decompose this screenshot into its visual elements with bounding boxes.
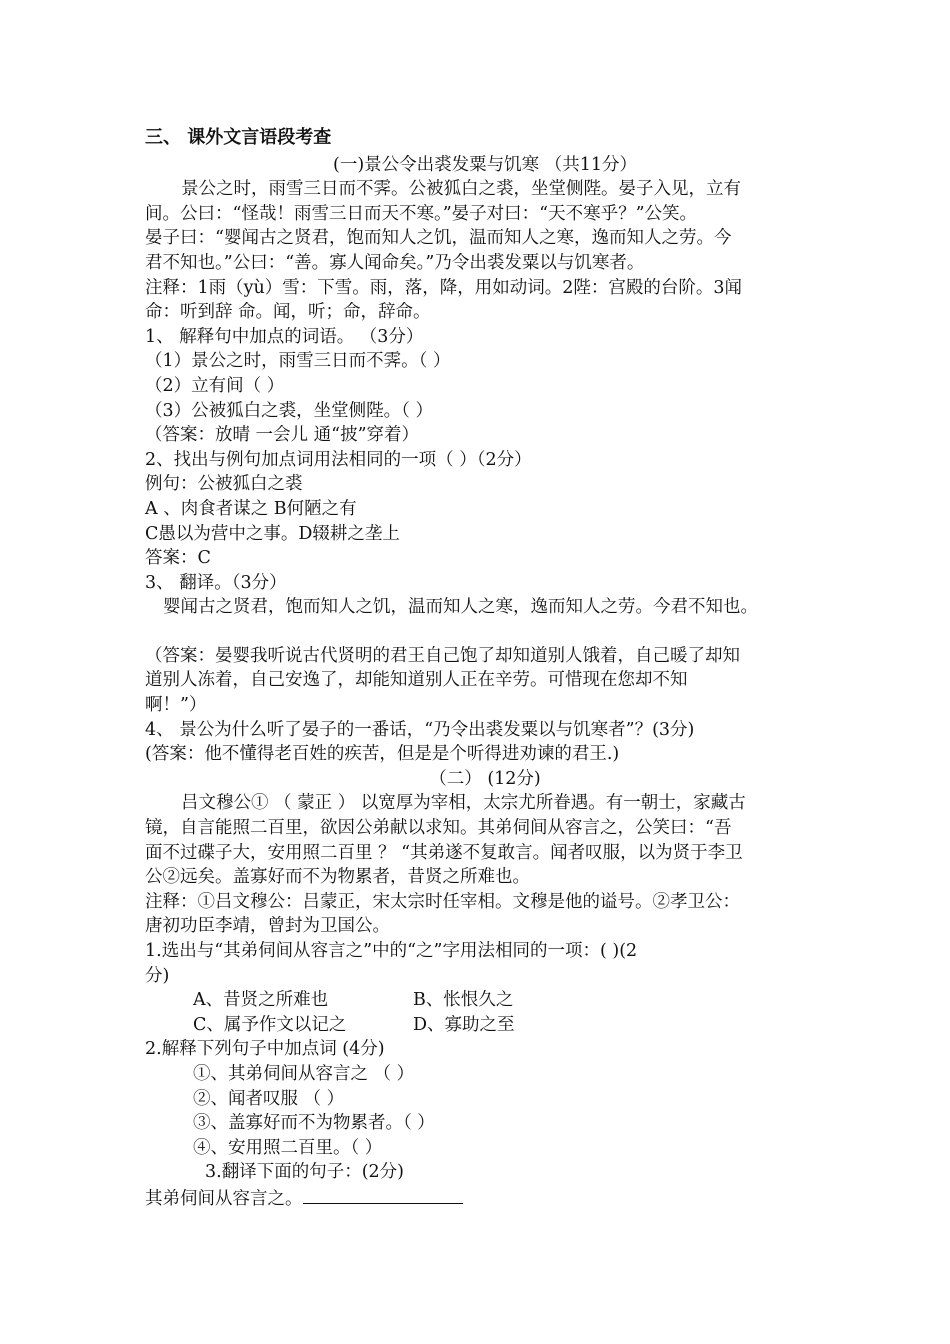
p2-q1-option-a: A、昔贤之所难也 <box>193 990 329 1011</box>
p1-q3-answer: 道别人冻着，自己安逸了，却能知道别人正在辛劳。可惜现在您却不知 <box>145 670 688 691</box>
passage2-line: 镜，自言能照二百里，欲因公弟献以求知。其弟伺间从容言之，公笑曰：“吾 <box>145 818 732 839</box>
section-title: 三、 课外文言语段考查 <box>145 127 332 148</box>
p1-q3-sentence: 婴闻古之贤君，饱而知人之饥，温而知人之寒，逸而知人之劳。今君不知也。 <box>163 597 758 618</box>
p1-q4-stem: 4、 景公为什么听了晏子的一番话，“乃令出裘发粟以与饥寒者”？(3分) <box>145 719 695 740</box>
p1-q2-answer: 答案：C <box>145 548 211 569</box>
p1-q1-item: （1）景公之时，雨雪三日而不霁。（ ） <box>145 351 451 372</box>
p1-q1-item: （3）公被狐白之裘，坐堂侧陛。（ ） <box>145 400 433 421</box>
passage1-line: 晏子曰：“婴闻古之贤君，饱而知人之饥，温而知人之寒，逸而知人之劳。今 <box>145 228 732 249</box>
passage2-line: 吕文穆公① （ 蒙正 ） 以宽厚为宰相，太宗尤所眷遇。有一朝士，家藏古 <box>181 793 746 814</box>
passage1-note: 注释：1雨（yù）雪：下雪。雨，落，降，用如动词。2陛：宫殿的台阶。3闻 <box>145 277 743 298</box>
p2-q1-option-c: C、属予作文以记之 <box>193 1014 347 1035</box>
p2-q3-sentence: 其弟伺间从容言之。 <box>145 1188 303 1209</box>
p1-q2-example: 例句：公被狐白之裘 <box>145 474 303 495</box>
p1-q3-answer: （答案：晏婴我听说古代贤明的君王自己饱了却知道别人饿着，自己暖了却知 <box>145 645 740 666</box>
passage1-title: (一)景公令出裘发粟与饥寒 （共11分） <box>333 154 637 175</box>
answer-blank[interactable] <box>303 1185 463 1204</box>
p2-q1-options-cd <box>145 1013 825 1038</box>
p1-q1-answer: （答案：放晴 一会儿 通“披”穿着） <box>145 425 420 446</box>
p2-q1-option-b: B、怅恨久之 <box>413 990 514 1011</box>
passage1-line: 君不知也。”公曰：“善。寡人闻命矣。”乃令出裘发粟以与饥寒者。 <box>145 252 645 273</box>
passage2-line: 公②远矣。盖寡好而不为物累者，昔贤之所难也。 <box>145 867 530 888</box>
p2-q1-stem: 分) <box>145 965 170 986</box>
p2-q2-item: ①、其弟伺间从容言之 （ ） <box>193 1063 415 1084</box>
passage2-line: 面不过碟子大，安用照二百里 ？ “其弟遂不复敢言。闻者叹服，以为贤于李卫 <box>145 842 743 863</box>
p1-q1-item: （2）立有间（ ） <box>145 375 285 396</box>
p2-q2-item: ④、安用照二百里。（ ） <box>193 1137 383 1158</box>
p1-q3-stem: 3、 翻译。（3分） <box>145 572 287 593</box>
document-page <box>145 126 825 1212</box>
p2-q1-options-ab <box>145 988 825 1013</box>
p2-q3-stem: 3.翻译下面的句子：(2分) <box>205 1162 404 1183</box>
p2-q2-item: ②、闻者叹服 （ ） <box>193 1088 345 1109</box>
passage2-title: （二） (12分) <box>429 768 541 789</box>
p1-q3-answer: 啊！”） <box>145 695 207 716</box>
p1-q1-stem: 1、 解释句中加点的词语。 （3分） <box>145 326 424 347</box>
p2-q2-item: ③、盖寡好而不为物累者。（ ） <box>193 1113 435 1134</box>
passage1-line: 间。公曰：“怪哉！雨雪三日而天不寒。”晏子对曰：“天不寒乎？”公笑。 <box>145 203 698 224</box>
p1-q2-stem: 2、找出与例句加点词用法相同的一项（ ）（2分） <box>145 449 532 470</box>
p1-q2-options: C愚以为营中之事。D辍耕之垄上 <box>145 523 400 544</box>
p2-q3-line <box>145 1185 825 1212</box>
passage1-line: 景公之时，雨雪三日而不霁。公被狐白之裘，坐堂侧陛。晏子入见，立有 <box>181 179 741 200</box>
p2-q2-stem: 2.解释下列句子中加点词 (4分) <box>145 1039 385 1060</box>
passage2-note: 注释：①吕文穆公：吕蒙正，宋太宗时任宰相。文穆是他的谥号。②孝卫公： <box>145 891 740 912</box>
p2-q1-stem: 1.选出与“其弟伺间从容言之”中的“之”字用法相同的一项：( )(2 <box>145 941 638 961</box>
p1-q4-answer: (答案：他不懂得老百姓的疾苦，但是是个听得进劝谏的君王.) <box>145 744 620 765</box>
passage1-note: 命：听到辞 命。闻，听；命，辞命。 <box>145 302 431 323</box>
p1-q2-options: A 、肉食者谋之 B何陋之有 <box>145 498 357 519</box>
p2-q1-option-d: D、寡助之至 <box>413 1014 515 1035</box>
passage2-note: 唐初功臣李靖，曾封为卫国公。 <box>145 916 390 937</box>
